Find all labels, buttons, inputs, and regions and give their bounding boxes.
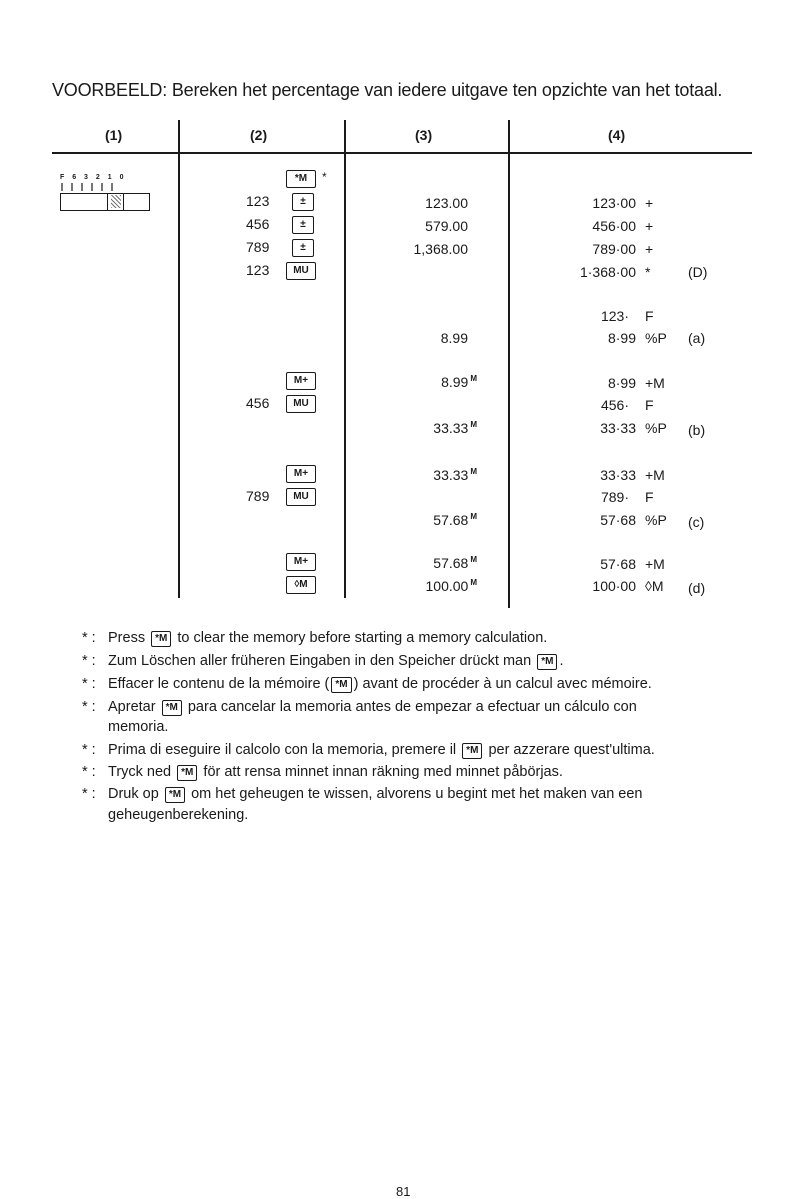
clear-memory-key-icon: *M: [537, 654, 557, 670]
printout-label: (a): [688, 330, 706, 346]
printout-symbol: +: [645, 195, 654, 211]
printout-symbol: F: [645, 397, 654, 413]
display-value: 1,368.00: [413, 241, 468, 257]
clear-memory-key-icon: *M: [162, 700, 182, 716]
decimal-switch: [60, 193, 150, 211]
printout-value: 456·: [600, 397, 629, 413]
clear-memory-key-icon: *M: [151, 631, 171, 647]
printout-symbol: ◊M: [645, 578, 664, 594]
footnote-german: * : Zum Löschen aller früheren Eingaben in den Speicher drückt man *M .: [82, 653, 564, 669]
memory-plus-key-icon: M+: [286, 372, 316, 390]
markup-key-icon: MU: [286, 262, 316, 280]
entry-123: 123: [246, 193, 270, 209]
display-value: 123.00: [425, 195, 468, 211]
printout-value: 789·: [600, 489, 629, 505]
printout-value: 100·00: [592, 578, 636, 594]
clear-memory-key-icon: *M: [286, 170, 316, 188]
printout-value: 8·99: [607, 375, 636, 391]
footnote-dutch: * : Druk op *M om het geheugen te wissen, alvorens u begint met het maken van een: [82, 786, 643, 802]
page-title: VOORBEELD: Bereken het percentage van iedere uitgave ten opzichte van het totaal.: [52, 80, 723, 100]
column-divider-1: [178, 120, 180, 598]
printout-symbol: %P: [645, 330, 667, 346]
footnote-english: * : Press *M to clear the memory before starting a memory calculation.: [82, 630, 548, 646]
clear-memory-key-icon: *M: [177, 765, 197, 781]
printout-value: 123·: [600, 308, 629, 324]
display-value: 8.99: [440, 330, 468, 346]
printout-label: (d): [688, 580, 706, 596]
entry-456: 456: [246, 216, 270, 232]
display-value-memory: 57.68 $^M$: [433, 555, 477, 571]
table-header-rule: [52, 152, 752, 154]
printout-value: 33·33: [600, 467, 636, 483]
printout-symbol: +: [645, 241, 654, 257]
footnote-spanish-continuation: memoria.: [108, 719, 169, 735]
printout-label: (b): [688, 422, 706, 438]
printout-label: (D): [688, 264, 708, 280]
entry-789: 789: [246, 239, 270, 255]
column-header-2: (2): [250, 127, 268, 143]
printout-symbol: F: [645, 308, 654, 324]
printout-value: 456·00: [592, 218, 636, 234]
display-value-memory: 33.33 $^M$: [433, 467, 477, 483]
decimal-switch-ticks: [61, 183, 151, 191]
memory-plus-key-icon: M+: [286, 553, 316, 571]
clear-memory-key-icon: *M: [462, 743, 482, 759]
printout-symbol: *: [645, 264, 651, 280]
display-value-memory: 100.00 $^M$: [425, 578, 477, 594]
display-value-memory: 8.99 $^M$: [441, 374, 477, 390]
footnote-spanish: * : Apretar *M para cancelar la memoria antes de empezar a efectuar un cálculo con: [82, 699, 637, 715]
column-header-3: (3): [415, 127, 433, 143]
asterisk-note-marker: *: [322, 170, 327, 184]
column-header-1: (1): [105, 127, 123, 143]
entry-456-markup: 456: [246, 395, 270, 411]
printout-symbol: +M: [645, 556, 665, 572]
printout-symbol: +M: [645, 467, 665, 483]
footnote-french: * : Effacer le contenu de la mémoire ( *M ) avant de procéder à un calcul avec mémoire.: [82, 676, 652, 692]
printout-symbol: F: [645, 489, 654, 505]
clear-memory-key-icon: *M: [165, 787, 185, 803]
printout-value: 789·00: [592, 241, 636, 257]
footnote-dutch-continuation: geheugenberekening.: [108, 807, 249, 823]
printout-symbol: +: [645, 218, 654, 234]
display-value-memory: 57.68 $^M$: [433, 512, 477, 528]
switch-slider-knob: [111, 195, 121, 208]
plus-minus-key-icon: ±: [292, 239, 314, 257]
display-value-memory: 33.33 $^M$: [433, 420, 477, 436]
entry-789-markup: 789: [246, 488, 270, 504]
footnote-italian: * : Prima di eseguire il calcolo con la memoria, premere il *M per azzerare quest'ultima.: [82, 742, 655, 758]
column-divider-3: [508, 120, 510, 608]
display-value: 579.00: [425, 218, 468, 234]
printout-value: 57·68: [600, 556, 636, 572]
markup-key-icon: MU: [286, 488, 316, 506]
recall-memory-key-icon: ◊M: [286, 576, 316, 594]
printout-symbol: %P: [645, 420, 667, 436]
entry-123-markup: 123: [246, 262, 270, 278]
clear-memory-key-icon: *M: [331, 677, 351, 693]
decimal-switch-labels: F 6 3 2 1 0: [60, 174, 127, 181]
printout-symbol: %P: [645, 512, 667, 528]
printout-symbol: +M: [645, 375, 665, 391]
footnote-swedish: * : Tryck ned *M för att rensa minnet innan räkning med minnet påbörjas.: [82, 764, 563, 780]
page-number: 81: [396, 1184, 411, 1199]
markup-key-icon: MU: [286, 395, 316, 413]
column-divider-2: [344, 120, 346, 598]
printout-value: 57·68: [600, 512, 636, 528]
plus-minus-key-icon: ±: [292, 216, 314, 234]
memory-plus-key-icon: M+: [286, 465, 316, 483]
printout-value: 123·00: [592, 195, 636, 211]
printout-label: (c): [688, 514, 705, 530]
column-header-4: (4): [608, 127, 626, 143]
printout-value: 1·368·00: [579, 264, 636, 280]
plus-minus-key-icon: ±: [292, 193, 314, 211]
printout-value: 8·99: [607, 330, 636, 346]
printout-value: 33·33: [600, 420, 636, 436]
